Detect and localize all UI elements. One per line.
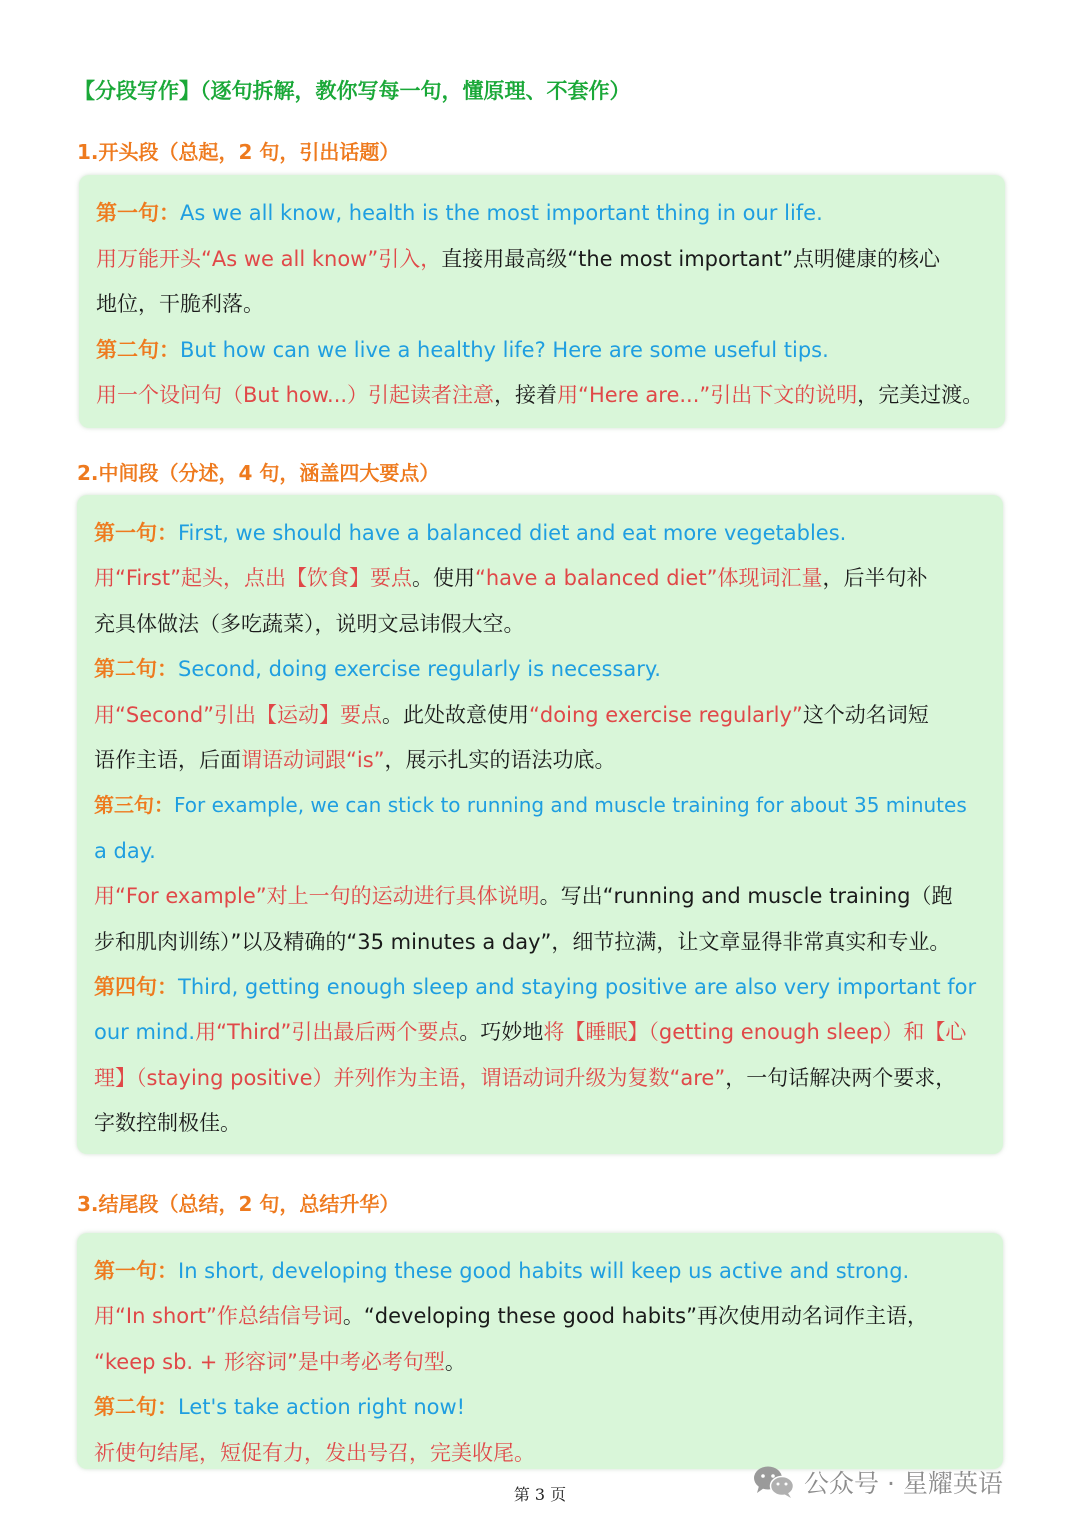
text-line (94, 563, 927, 593)
explanation-text: 。使用 (411, 566, 475, 591)
text-line (94, 1063, 956, 1093)
section-heading-body: 2.中间段（分述，4 句，涵盖四大要点） (77, 461, 440, 485)
explanation-text: ，完美过渡。 (857, 383, 984, 407)
text-line (94, 745, 616, 775)
text-line (94, 654, 661, 684)
text-line (94, 1108, 241, 1138)
highlight-note: 用“Third”引出最后两个要点 (195, 1020, 460, 1045)
highlight-note: 祈使句结尾，短促有力，发出号召，完美收尾。 (94, 1440, 535, 1465)
sentence-label: 第二句： (96, 337, 180, 362)
explanation-text: ，展示扎实的语法功底。 (384, 748, 616, 772)
explanation-text: ，一句话解决两个要求， (725, 1065, 957, 1090)
text-line (94, 1017, 966, 1047)
sentence-label: 第三句： (94, 793, 174, 818)
example-sentence: a day. (94, 838, 156, 863)
page-title: 【分段写作】（逐句拆解，教你写每一句，懂原理、不套作） (74, 79, 631, 103)
example-sentence: Third, getting enough sleep and staying positive are also very important for (178, 975, 977, 999)
sentence-label: 第二句： (94, 1395, 178, 1420)
highlight-note: 用万能开头“As we all know”引入， (96, 246, 442, 271)
section-box-opening (79, 175, 1005, 428)
sentence-label: 第一句： (96, 201, 180, 225)
example-sentence: Let's take action right now! (178, 1395, 466, 1420)
text-line (94, 1347, 466, 1377)
text-line (94, 836, 156, 866)
section-box-body (77, 495, 1003, 1154)
wechat-icon (752, 1464, 796, 1500)
explanation-text: 这个动名词短 (802, 702, 929, 727)
example-sentence: Second, doing exercise regularly is necessary. (178, 657, 661, 682)
highlight-note: 用“Here are...”引出下文的说明 (557, 383, 858, 407)
example-sentence: First, we should have a balanced diet and eat more vegetables. (178, 521, 847, 545)
explanation-text: 步和肌肉训练）”以及精确的“35 minutes a day”，细节拉满，让文章显得非常真实和专业。 (94, 929, 951, 954)
example-sentence: our mind. (94, 1020, 196, 1045)
explanation-text: 充具体做法（多吃蔬菜），说明文忌讳假大空。 (94, 611, 525, 636)
text-line (94, 1301, 928, 1331)
highlight-note: “have a balanced diet”体现词汇量 (474, 566, 823, 591)
highlight-note: 将【睡眠】（getting enough sleep）和【心 (543, 1020, 967, 1045)
highlight-note: “keep sb. + 形容词”是中考必考句型 (94, 1349, 445, 1374)
text-line (94, 1256, 909, 1286)
explanation-text: 。此处故意使用 (382, 702, 530, 727)
watermark-text: 公众号 · 星耀英语 (804, 1469, 1003, 1498)
highlight-note: 用“First”起头，点出【饮食】要点 (94, 566, 412, 591)
sentence-label: 第一句： (94, 1259, 178, 1283)
highlight-note: 用“For example”对上一句的运动进行具体说明 (94, 884, 540, 909)
text-line (94, 518, 846, 548)
highlight-note: 理】（staying positive）并列作为主语，谓语动词升级为复数“are” (94, 1065, 726, 1090)
section-heading-opening: 1.开头段（总起，2 句，引出话题） (77, 140, 400, 164)
section-heading-closing: 3.结尾段（总结，2 句，总结升华） (77, 1192, 400, 1216)
explanation-text: 。写出“running and muscle training（跑 (539, 884, 953, 909)
text-line (94, 609, 525, 639)
highlight-note: 用一个设问句（But how...）引起读者注意 (96, 383, 495, 407)
sentence-label: 第二句： (94, 657, 178, 682)
explanation-text: 字数控制极佳。 (94, 1111, 241, 1136)
example-sentence: As we all know, health is the most important thing in our life. (180, 201, 823, 225)
sentence-label: 第四句： (94, 975, 178, 999)
explanation-text: 。 (444, 1349, 466, 1374)
text-line (94, 1392, 465, 1422)
explanation-text: 语作主语，后面 (94, 748, 241, 772)
text-line (96, 198, 823, 228)
explanation-text: 。“developing these good habits”再次使用动名词作主语， (342, 1304, 928, 1329)
watermark (752, 1462, 1003, 1502)
text-line (94, 1438, 535, 1468)
text-line (94, 927, 950, 957)
example-sentence: In short, developing these good habits will keep us active and strong. (178, 1259, 910, 1283)
text-line (94, 790, 967, 820)
explanation-text: ，接着 (494, 383, 558, 407)
highlight-note: 用“In short”作总结信号词 (94, 1304, 343, 1329)
text-line (94, 700, 929, 730)
highlight-note: 用“Second”引出【运动】要点 (94, 702, 383, 727)
page-number: 第 3 页 (513, 1485, 567, 1504)
explanation-text: 直接用最高级“the most important”点明健康的核心 (441, 246, 941, 271)
text-line (94, 972, 976, 1002)
text-line (96, 244, 940, 274)
highlight-note: 谓语动词跟“is” (241, 748, 385, 772)
sentence-label: 第一句： (94, 521, 178, 545)
text-line (96, 289, 264, 319)
highlight-note: “doing exercise regularly” (529, 702, 803, 727)
text-line (94, 881, 952, 911)
section-box-closing (77, 1233, 1003, 1469)
explanation-text: ，后半句补 (822, 566, 928, 591)
explanation-text: 。巧妙地 (459, 1020, 544, 1045)
text-line (96, 380, 983, 410)
example-sentence: But how can we live a healthy life? Here are some useful tips. (180, 337, 829, 362)
text-line (96, 335, 829, 365)
example-sentence: For example, we can stick to running and muscle training for about 35 minutes (174, 793, 967, 818)
explanation-text: 地位，干脆利落。 (96, 292, 264, 316)
